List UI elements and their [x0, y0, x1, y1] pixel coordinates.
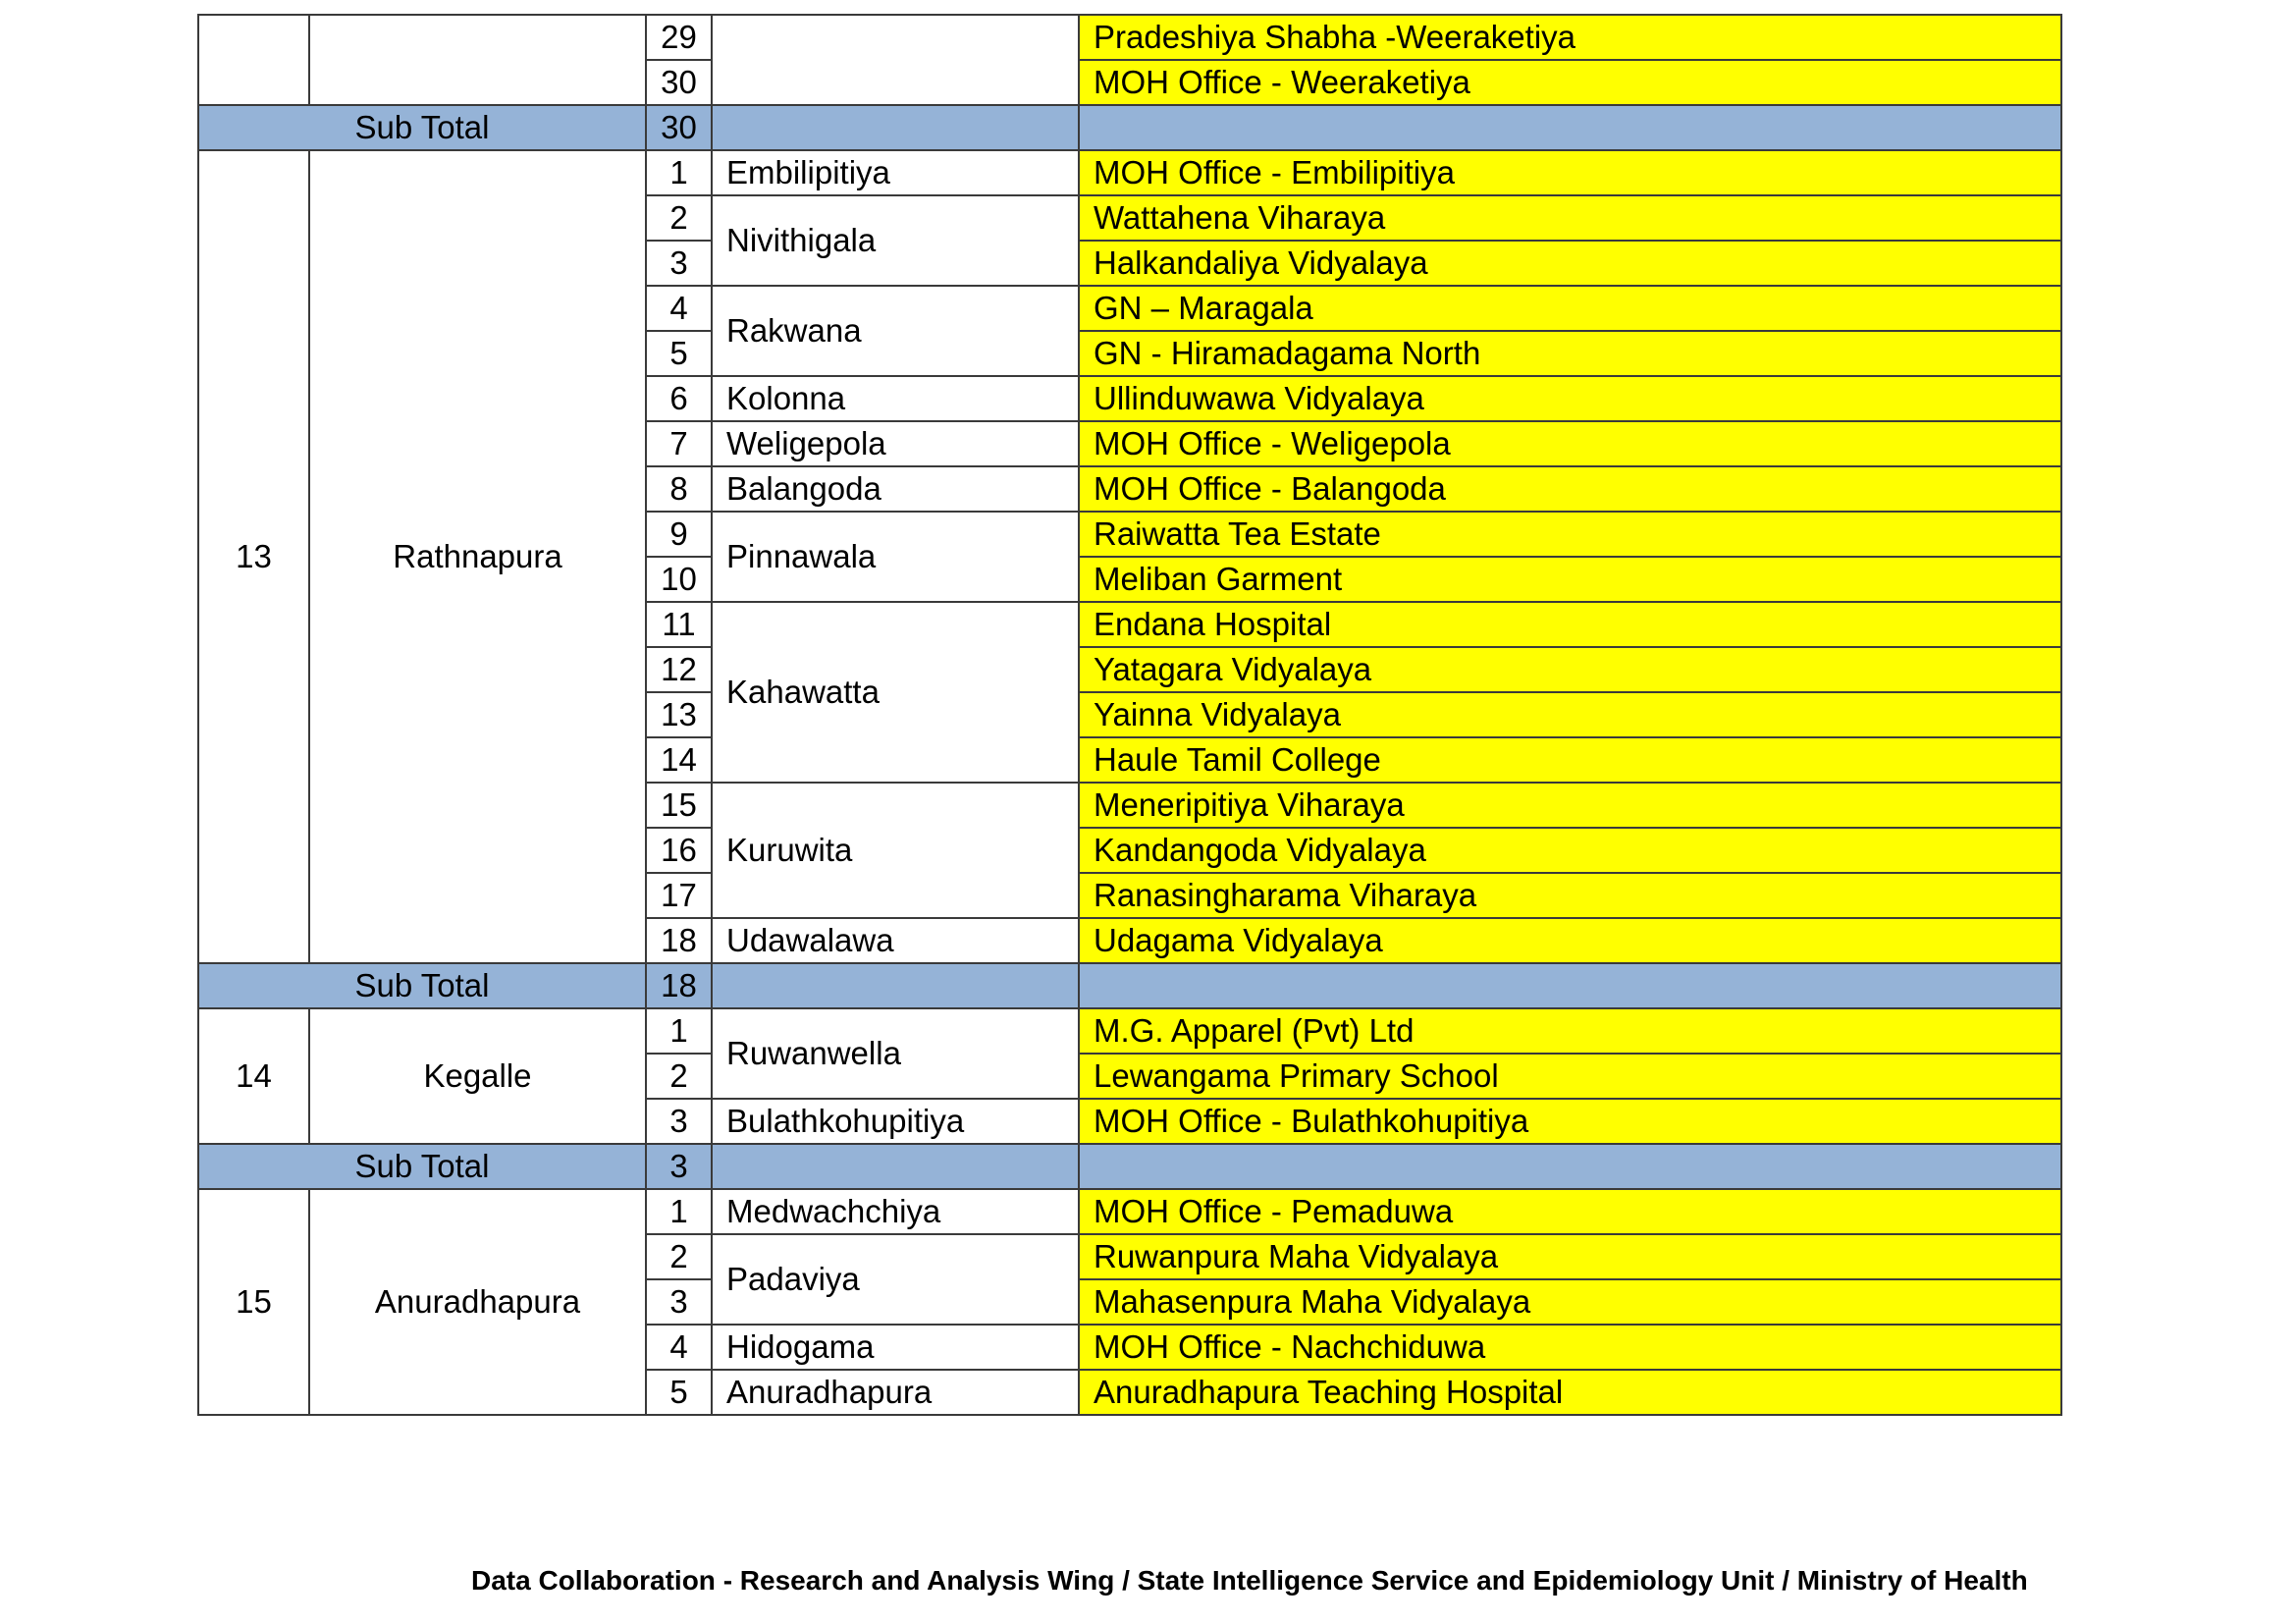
row-number: 11	[646, 602, 712, 647]
row-number: 1	[646, 1189, 712, 1234]
location-name: Ranasingharama Viharaya	[1079, 873, 2061, 918]
subtotal-row	[198, 105, 2061, 150]
row-number: 30	[646, 60, 712, 105]
location-name: Halkandaliya Vidyalaya	[1079, 241, 2061, 286]
location-name: MOH Office - Pemaduwa	[1079, 1189, 2061, 1234]
division-name: Kahawatta	[712, 602, 1079, 783]
subtotal-value: 18	[646, 963, 712, 1008]
division-name: Hidogama	[712, 1325, 1079, 1370]
division-name: Udawalawa	[712, 918, 1079, 963]
table-row	[198, 1189, 2061, 1234]
subtotal-value: 3	[646, 1144, 712, 1189]
row-number: 1	[646, 150, 712, 195]
district-index: 14	[198, 1008, 309, 1144]
location-name: Haule Tamil College	[1079, 737, 2061, 783]
location-name: MOH Office - Weligepola	[1079, 421, 2061, 466]
location-name: Mahasenpura Maha Vidyalaya	[1079, 1279, 2061, 1325]
location-name: Raiwatta Tea Estate	[1079, 512, 2061, 557]
division-name: Kuruwita	[712, 783, 1079, 918]
subtotal-label: Sub Total	[198, 105, 646, 150]
row-number: 2	[646, 195, 712, 241]
row-number: 12	[646, 647, 712, 692]
row-number: 5	[646, 1370, 712, 1415]
row-number: 1	[646, 1008, 712, 1054]
location-name: Meneripitiya Viharaya	[1079, 783, 2061, 828]
row-number: 6	[646, 376, 712, 421]
division-name: Pinnawala	[712, 512, 1079, 602]
district-index-cell	[198, 15, 309, 105]
footer-credit: Data Collaboration - Research and Analysis Wing / State Intelligence Service and Epidemiology Unit / Ministry of Health	[471, 1565, 2028, 1596]
subtotal-label: Sub Total	[198, 963, 646, 1008]
division-name: Rakwana	[712, 286, 1079, 376]
row-number: 15	[646, 783, 712, 828]
quarantine-centres-table	[197, 14, 2062, 1416]
subtotal-row	[198, 1144, 2061, 1189]
division-name: Padaviya	[712, 1234, 1079, 1325]
location-name: M.G. Apparel (Pvt) Ltd	[1079, 1008, 2061, 1054]
location-name: Udagama Vidyalaya	[1079, 918, 2061, 963]
row-number: 2	[646, 1054, 712, 1099]
row-number: 8	[646, 466, 712, 512]
location-name: Pradeshiya Shabha -Weeraketiya	[1079, 15, 2061, 60]
district-index: 15	[198, 1189, 309, 1415]
row-number: 3	[646, 241, 712, 286]
subtotal-label: Sub Total	[198, 1144, 646, 1189]
location-name: MOH Office - Nachchiduwa	[1079, 1325, 2061, 1370]
location-name: Meliban Garment	[1079, 557, 2061, 602]
division-cell	[712, 15, 1079, 105]
division-name: Bulathkohupitiya	[712, 1099, 1079, 1144]
table-row	[198, 15, 2061, 60]
location-name: MOH Office - Embilipitiya	[1079, 150, 2061, 195]
division-name: Embilipitiya	[712, 150, 1079, 195]
row-number: 4	[646, 1325, 712, 1370]
location-name: MOH Office - Bulathkohupitiya	[1079, 1099, 2061, 1144]
location-name: Lewangama Primary School	[1079, 1054, 2061, 1099]
location-name: Yatagara Vidyalaya	[1079, 647, 2061, 692]
division-name: Anuradhapura	[712, 1370, 1079, 1415]
district-name: Anuradhapura	[309, 1189, 646, 1415]
location-name: Wattahena Viharaya	[1079, 195, 2061, 241]
row-number: 3	[646, 1279, 712, 1325]
row-number: 13	[646, 692, 712, 737]
table-body	[198, 15, 2061, 1415]
subtotal-empty-division	[712, 963, 1079, 1008]
division-name: Kolonna	[712, 376, 1079, 421]
location-name: Ruwanpura Maha Vidyalaya	[1079, 1234, 2061, 1279]
division-name: Weligepola	[712, 421, 1079, 466]
row-number: 2	[646, 1234, 712, 1279]
district-name: Kegalle	[309, 1008, 646, 1144]
subtotal-empty-division	[712, 1144, 1079, 1189]
location-name: GN – Maragala	[1079, 286, 2061, 331]
table-row	[198, 150, 2061, 195]
location-name: Yainna Vidyalaya	[1079, 692, 2061, 737]
row-number: 7	[646, 421, 712, 466]
location-name: Endana Hospital	[1079, 602, 2061, 647]
division-name: Balangoda	[712, 466, 1079, 512]
district-name-cell	[309, 15, 646, 105]
division-name: Ruwanwella	[712, 1008, 1079, 1099]
subtotal-empty-location	[1079, 963, 2061, 1008]
row-number: 10	[646, 557, 712, 602]
location-name: MOH Office - Balangoda	[1079, 466, 2061, 512]
subtotal-empty-division	[712, 105, 1079, 150]
division-name: Nivithigala	[712, 195, 1079, 286]
location-name: GN - Hiramadagama North	[1079, 331, 2061, 376]
row-number: 29	[646, 15, 712, 60]
location-name: Ullinduwawa Vidyalaya	[1079, 376, 2061, 421]
row-number: 14	[646, 737, 712, 783]
row-number: 3	[646, 1099, 712, 1144]
location-name: Anuradhapura Teaching Hospital	[1079, 1370, 2061, 1415]
subtotal-row	[198, 963, 2061, 1008]
table-row	[198, 1008, 2061, 1054]
row-number: 18	[646, 918, 712, 963]
row-number: 16	[646, 828, 712, 873]
row-number: 9	[646, 512, 712, 557]
row-number: 4	[646, 286, 712, 331]
location-name: MOH Office - Weeraketiya	[1079, 60, 2061, 105]
district-index: 13	[198, 150, 309, 963]
subtotal-value: 30	[646, 105, 712, 150]
location-name: Kandangoda Vidyalaya	[1079, 828, 2061, 873]
row-number: 17	[646, 873, 712, 918]
division-name: Medwachchiya	[712, 1189, 1079, 1234]
district-name: Rathnapura	[309, 150, 646, 963]
subtotal-empty-location	[1079, 1144, 2061, 1189]
row-number: 5	[646, 331, 712, 376]
subtotal-empty-location	[1079, 105, 2061, 150]
